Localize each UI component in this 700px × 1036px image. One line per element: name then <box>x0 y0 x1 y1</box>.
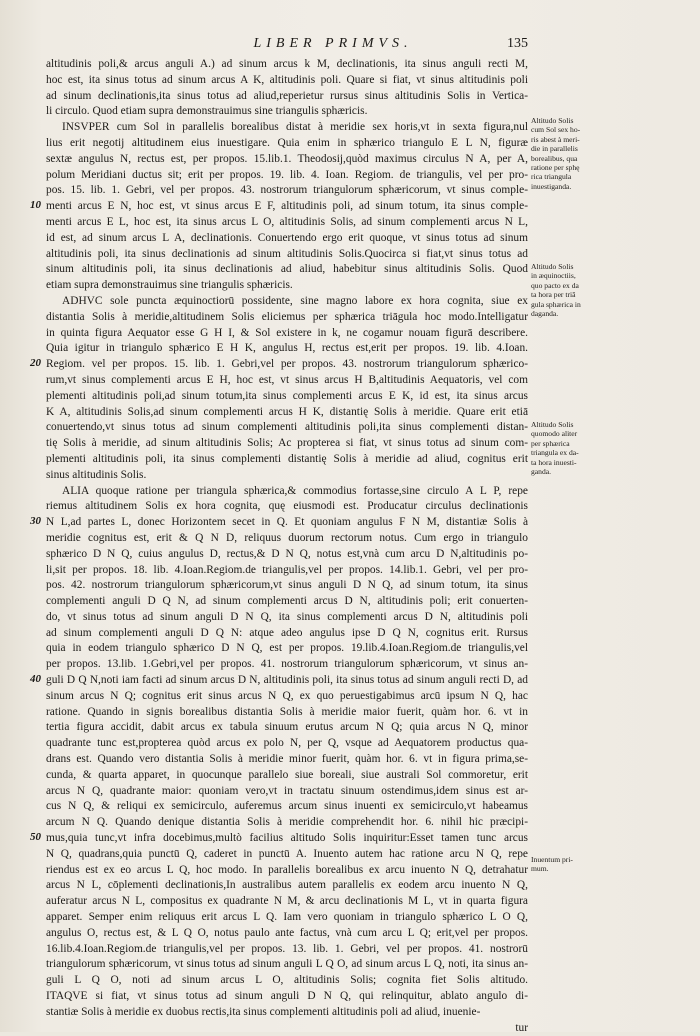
text-line: arcum N Q. Quando denique distantia Solis à meridie comprehendit hor. 6. nihil hic præcipi- <box>46 816 528 829</box>
text-line: altitudinis poli, ita sinus declinationis ad sinum altitudinis Solis.Quocirca si fiat,vt sinus totus ad <box>46 247 528 260</box>
text-line: quadrante tunc est,propterea quòd arcus ex polo N, per Q, vsque ad Aequatorem productus qua- <box>46 737 528 750</box>
text-line: ad sinum complementi anguli D Q N: atque adeo angulus ipse D Q N, cognitus erit. Rursus <box>46 626 528 639</box>
text-line: N L,ad partes L, donec Horizontem secet in Q. Et quoniam angulus F N M, distantiæ Solis à <box>46 516 528 529</box>
text-line: conuertendo,vt sinus totus ad sinum complementi altitudinis poli,ita sinus complementi distan- <box>46 421 528 434</box>
text-line: sextæ angulus N, rectus est, per propos. 15.lib.1. Theodosij,quòd maximus circulus N A, per A, <box>46 152 528 165</box>
text-line: N Q, quadrans,quia punctū Q, caderet in punctū A. Inuento autem hac ratione arcu N Q, repe <box>46 847 528 860</box>
margin-note-line: ta hora inuesti- <box>531 457 577 467</box>
text-line: tur <box>515 1021 528 1034</box>
margin-note <box>531 855 617 874</box>
margin-note-line: mum. <box>531 864 549 874</box>
margin-note-line: quo pacto ex da <box>531 280 579 290</box>
margin-note-line: borealibus, qua <box>531 153 578 163</box>
text-line: cunda, & quarta apparet, in quocunque parallelo siue boreali, siue australi Sol commoretur, erit <box>46 768 528 781</box>
text-line: hoc est, ita sinus totus ad sinum arcus A K, altitudinis poli. Quare si fiat, vt sinus altitudinis poli <box>46 73 528 86</box>
text-line: mus,quia tunc,vt infra docebimus,multò facilius altitudo Solis inquiritur:Esset tamen tunc arcus <box>46 832 528 845</box>
page-number: 135 <box>507 36 528 51</box>
text-line: complementi anguli D Q N, ad sinum complementi arcus D N, altitudinis poli; erit conuerten- <box>46 595 528 608</box>
text-line: auferatur arcus N L, compositus ex quadrante N M, & arcu declinationis M L, vt in quarta figura <box>46 895 528 908</box>
line-number: 20 <box>30 357 41 370</box>
text-line: sinus altitudinis Solis. <box>46 468 147 481</box>
margin-note-line: ris abest à meri- <box>531 134 580 144</box>
text-line: rum,vt sinus complementi arcus E H, hoc est, vt sinus arcus H B,altitudinis Aequatoris, vel com <box>46 373 528 386</box>
text-line: sinum altitudinis poli, ita sinus declinationis ad aliud, habebitur sinus altitudinis Solis. Quod <box>46 263 528 276</box>
margin-note-line: Altitudo Solis <box>531 262 574 271</box>
margin-note <box>531 116 617 191</box>
text-line: ad sinum declinationis,ita sinus totus ad aliud,reperietur rursus sinus altitudinis Solis in Vertica- <box>46 89 528 102</box>
text-line: Quia igitur in triangulo sphærico E H K, angulus H, rectus est,erit per propos. 19. lib. 4.Ioan. <box>46 342 528 355</box>
text-line: menti arcus E N, hoc est, vt sinus arcus E F, altitudinis poli, ad sinum totum, ita sinus comple- <box>46 200 528 213</box>
margin-note <box>531 262 617 318</box>
margin-note-line: Altitudo Solis <box>531 116 574 125</box>
line-number: 50 <box>30 831 41 844</box>
margin-note-line: inuestiganda. <box>531 181 572 191</box>
text-line: id est, ad sinum arcus L A, declinationis. Conuertendo ergo erit quoque, vt sinus totus ad sinum <box>46 231 528 244</box>
text-line: per propos. 13.lib. 1.Gebri,vel per propos. 41. nostrorum triangulorum sphæricorum, vt sinus an- <box>46 658 528 671</box>
margin-note-line: die in parallelis <box>531 144 578 154</box>
line-number: 30 <box>30 515 41 528</box>
line-number: 10 <box>30 199 41 212</box>
text-line: ALIA quoque ratione per triangula sphærica,& commodius fortasse,sine circulo A L P, repe <box>62 484 528 497</box>
margin-note-line: quomodo aliter <box>531 429 578 439</box>
text-line: angulus O, rectus est, & L Q O, notus paulo ante factus, vnà cum arcu L Q; erit,vel per propos. <box>46 926 528 939</box>
text-line: 16.lib.4.Ioan.Regiom.de triangulis,vel per propos. 13. lib. 1. Gebri, vel per propos. 41. nostrorū <box>46 942 528 955</box>
text-line: in quinta figura Aequator esse G H I, & Sol existere in k, ne cogamur nouam figurā describere. <box>46 326 528 339</box>
running-title: LIBER PRIMVS. <box>253 36 413 51</box>
margin-note-line: Altitudo Solis <box>531 420 574 429</box>
margin-note-line: in æquinoctiis, <box>531 271 576 281</box>
text-line: li circulo. Quod etiam supra demonstrauimus sine triangulis sphæricis. <box>46 105 368 118</box>
text-line: meridie cognitus est, erit & Q N D, reliquus duorum rectorum notus. Cum ergo in triangulo <box>46 531 528 544</box>
text-line: arcus N Q, quadrante maior: quoniam vero,vt in tractatu sinuum ostendimus,idem sinus est ar- <box>46 784 528 797</box>
main-text <box>46 57 528 1036</box>
text-line: polum Meridiani ductus sit; erit per propos. 19. lib. 4. Ioan. Regiom. de triangulis, vel per pro- <box>46 168 528 181</box>
margin-note-line: cum Sol sex ho- <box>531 125 581 135</box>
text-line: arcus N L, cōplementi declinationis,In australibus autem parallelis ex eodem arcu inuento N Q, <box>46 879 528 892</box>
text-line: triangulorum sphæricorum, vt sinus totus ad sinum anguli L Q O, ad sinum arcus L Q, noti, ita sinus an- <box>46 958 528 971</box>
text-line: pos. 15. lib. 1. Gebri, vel per propos. 43. nostrorum triangulorum sphæricorum, vt sinus comple- <box>46 184 528 197</box>
text-line: quia in eodem triangulo sphærico D N Q, est per propos. 19.lib.4.Ioan.Regiom.de triangulis,vel <box>46 642 528 655</box>
text-line: guli D Q N,noti iam facti ad sinum arcus D N, altitudinis poli, ita sinus totus ad sinum anguli recti D, ad <box>46 674 528 687</box>
text-line: riendus est ex eo arcus L Q, hoc modo. In parallelis borealibus ex arcu inuento N Q, detrahatur <box>46 863 528 876</box>
margin-note <box>531 420 617 476</box>
text-line: K A, altitudinis Solis,ad sinum complementi arcus H K, distantię Solis à meridie. Quare erit etiā <box>46 405 528 418</box>
text-line: tertia figura accidit, dabit arcus ex tabula sinuum erutus arcum N Q; quia arcus N Q, minor <box>46 721 528 734</box>
text-line: INSVPER cum Sol in parallelis borealibus distat à meridie sex horis,vt in sexta figura,nul <box>62 121 528 134</box>
text-line: sphærico D N Q, cuius angulus D, rectus,& D N Q, notus est,vnà cum arcu D N,altitudinis po- <box>46 547 528 560</box>
text-line: li,sit per propos. 18. lib. 4.Ioan.Regiom.de triangulis,vel per propos. 14.lib.1. Gebri, vel per pro- <box>46 563 528 576</box>
text-line: ratione. Quando in signis borealibus distantia Solis à meridie maior fuerit, quàm hor. 6. vt in <box>46 705 528 718</box>
text-line: cus N Q, & reliqui ex semicirculo, auferemus arcum sinus inuenti ex semicirculo,vt habeamus <box>46 800 528 813</box>
margin-note-line: ganda. <box>531 467 552 477</box>
text-line: etiam supra demonstrauimus sine triangulis sphæricis. <box>46 279 293 292</box>
margin-note-line: rica triangula <box>531 172 572 182</box>
text-line: tię Solis à meridie, ad sinum altitudinis Solis; Ac propterea si fiat, vt sinus totus ad sinum com- <box>46 437 528 450</box>
text-line: ITAQVE si fiat, vt sinus totus ad sinum anguli D N Q, qui relinquitur, ablato angulo di- <box>46 990 528 1003</box>
text-line: altitudinis poli,& arcus anguli A.) ad sinum arcus k M, declinationis, ita sinus anguli recti M, <box>46 58 528 70</box>
margin-note-line: Inuentum pri- <box>531 855 573 864</box>
margin-note-line: daganda. <box>531 309 559 319</box>
line-number: 40 <box>30 673 41 686</box>
text-line: riemus altitudinem Solis ex hora cognita, quę eiusmodi est. Producatur circulus declinationis <box>46 500 528 513</box>
text-line: ADHVC sole puncta æquinoctiorū possidente, sine magno labore ex hora cognita, siue ex <box>62 294 528 307</box>
text-line: Regiom. vel per propos. 15. lib. 1. Gebri,vel per propos. 43. nostrorum triangulorum sphærico- <box>46 358 528 371</box>
text-line: do, vt sinus totus ad sinum anguli D N Q, ita sinus complementi arcus D N, altitudinis poli <box>46 610 528 623</box>
text-line: apparet. Semper enim reliquus erit arcus L Q. Iam vero quoniam in triangulo sphærico L O Q, <box>46 911 528 924</box>
text-line: plementi altitudinis poli,ad sinum totum,ita sinus complementi arcus E K, id est, ita sinus arcus <box>46 389 528 402</box>
text-line: distantia Solis à meridie,altitudinem Solis eliciemus per sphærica triāgula hoc modo.Intelligatur <box>46 310 528 323</box>
margin-note-line: ratione per sphę <box>531 163 580 173</box>
text-line: guli L Q O, noti ad sinum arcus L O, altitudinis Solis; cognita fiet Solis altitudo. <box>46 974 528 987</box>
margin-note-line: gula sphærica in <box>531 299 581 309</box>
text-line: sinum arcus N Q; cognitus erit sinus arcus N Q, ex quo peruestigabimus arcū ipsum N Q, hac <box>46 689 528 702</box>
text-line: lius erit negotij altitudinem eius inuestigare. Quia enim in sphærico triangulo E L N, figuræ <box>46 136 528 149</box>
text-line: drans est. Quando vero distantia Solis à meridie minor fuerit, quàm hor. 6. vt in figura prima,se- <box>46 753 528 766</box>
text-line: menti arcus E L, hoc est, ita sinus arcus L O, altitudinis Solis, ad sinum complementi arcus N L, <box>46 215 528 228</box>
text-line: pos. 42. nostrorum triangulorum sphæricorum,vt sinus anguli D N Q, ad sinum totum, ita sinus <box>46 579 528 592</box>
margin-note-line: per sphærica <box>531 438 570 448</box>
text-line: stantiæ Solis à meridie ex duobus rectis,ita sinus complementi altitudinis poli ad aliud, inuenie- <box>46 1005 481 1018</box>
margin-note-line: ta hora per triā <box>531 290 576 300</box>
text-line: plementi altitudinis poli, ita sinus complementi distantię Solis à meridie ad aliud, cognitus erit <box>46 452 528 465</box>
margin-note-line: triangula ex da- <box>531 448 579 458</box>
